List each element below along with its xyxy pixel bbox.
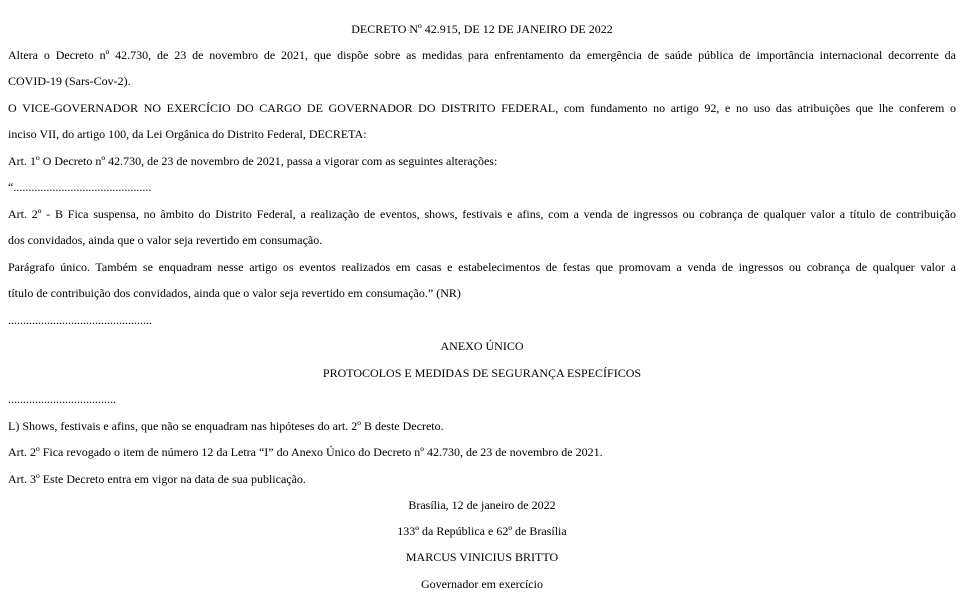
preamble-line-2: inciso VII, do artigo 100, da Lei Orgânica do Distrito Federal, DECRETA: (8, 127, 367, 141)
preamble-line-1: O VICE-GOVERNADOR NO EXERCÍCIO DO CARGO DE GOVERNADOR DO DISTRITO FEDERAL, com fundamento no artigo 92, e no uso das atribuições que lhe conferem o (8, 101, 956, 115)
paragraph-line-2: título de contribuição dos convidados, ainda que o valor seja revertido em consumação.” (NR) (8, 286, 461, 300)
ementa-line-2: COVID-19 (Sars-Cov-2). (8, 74, 131, 88)
article-1: Art. 1º O Decreto nº 42.730, de 23 de novembro de 2021, passa a vigorar com as seguintes alterações: (8, 154, 498, 168)
article-2b-line-2: dos convidados, ainda que o valor seja revertido em consumação. (8, 233, 323, 247)
signature-place-date: Brasília, 12 de janeiro de 2022 (408, 498, 556, 512)
annex-title: ANEXO ÚNICO (440, 339, 524, 353)
decree-title: DECRETO Nº 42.915, DE 12 DE JANEIRO DE 2022 (351, 22, 613, 36)
paragraph-line-1: Parágrafo único. Também se enquadram nesse artigo os eventos realizados em casas e estabelecimentos de festas que promovam a venda de ingressos ou cobrança de qualquer valor a (8, 260, 956, 274)
article-2b-line-1: Art. 2º - B Fica suspensa, no âmbito do Distrito Federal, a realização de eventos, shows, festivais e afins, com a venda de ingressos ou cobrança de qualquer valor a título de contribuição (8, 207, 956, 221)
ellipsis-3: .................................... (8, 392, 116, 406)
ellipsis-2: ................................................ (8, 313, 152, 327)
annex-item-l: L) Shows, festivais e afins, que não se enquadram nas hipóteses do art. 2º B deste Decreto. (8, 419, 444, 433)
signature-name: MARCUS VINICIUS BRITTO (405, 550, 559, 564)
signature-role: Governador em exercício (421, 577, 543, 591)
ellipsis-1: “.............................................. (8, 180, 152, 194)
annex-subtitle: PROTOCOLOS E MEDIDAS DE SEGURANÇA ESPECÍFICOS (322, 366, 642, 380)
article-2: Art. 2º Fica revogado o item de número 12 da Letra “I” do Anexo Único do Decreto nº 42.730, de 23 de novembro de 2021. (8, 445, 603, 459)
ementa-line-1: Altera o Decreto nº 42.730, de 23 de novembro de 2021, que dispõe sobre as medidas para enfrentamento da emergência de saúde pública de importância internacional decorrente da (8, 48, 956, 62)
article-3: Art. 3º Este Decreto entra em vigor na data de sua publicação. (8, 472, 306, 486)
signature-republic-year: 133º da República e 62º de Brasília (397, 524, 567, 538)
